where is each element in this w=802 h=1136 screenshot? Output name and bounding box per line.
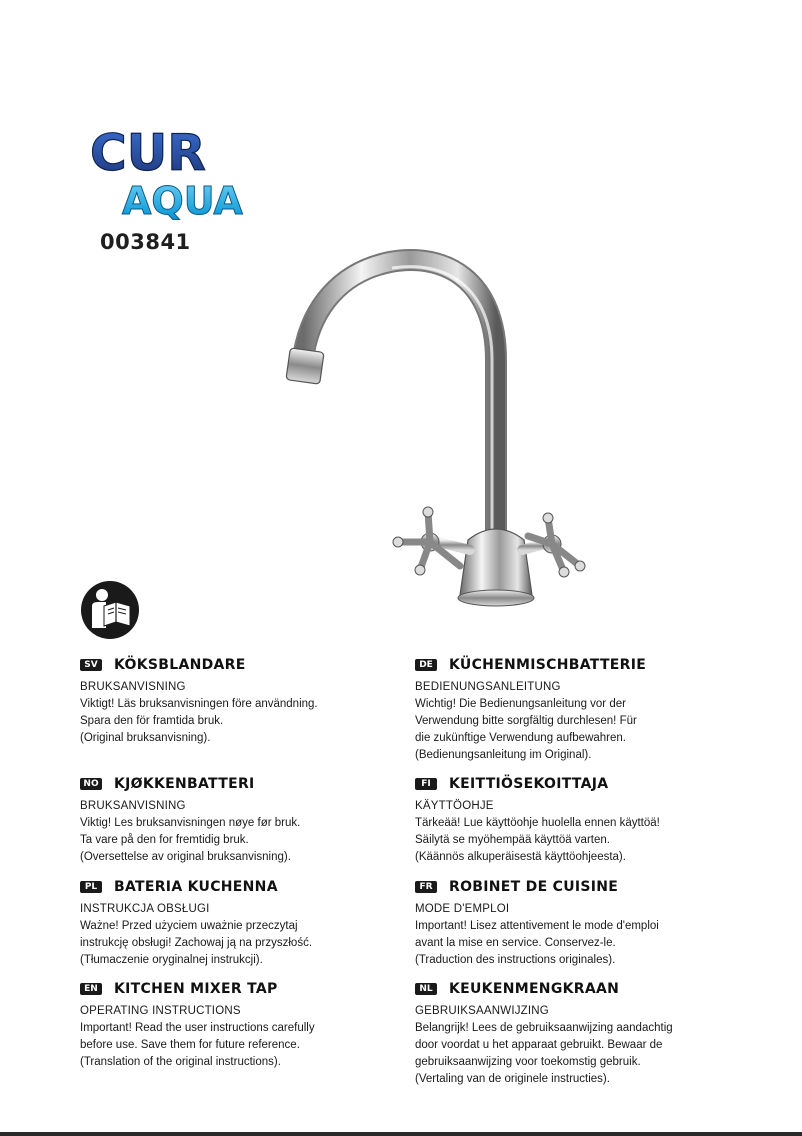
- language-badge-sv: SV: [80, 659, 102, 671]
- section-body: [80, 696, 410, 747]
- body-line: (Traduction des instructions originales).: [415, 954, 616, 966]
- body-line: die zukünftige Verwendung aufbewahren.: [415, 732, 626, 744]
- body-line: Verwendung bitte sorgfältig durchlesen! Für: [415, 715, 637, 727]
- section-title: KEUKENMENGKRAAN: [449, 981, 620, 997]
- section-subtitle: BEDIENUNGSANLEITUNG: [415, 681, 561, 693]
- body-line: (Original bruksanvisning).: [80, 732, 211, 744]
- language-badge-de: DE: [415, 659, 437, 671]
- section-body: [80, 815, 410, 866]
- body-line: Belangrijk! Lees de gebruiksaanwijzing aandachtig: [415, 1022, 673, 1034]
- language-badge-fi: FI: [415, 778, 437, 790]
- section-de: [415, 655, 745, 764]
- section-title: KITCHEN MIXER TAP: [114, 981, 278, 997]
- body-line: Important! Lisez attentivement le mode d'emploi: [415, 920, 659, 932]
- body-line: (Oversettelse av original bruksanvisning).: [80, 851, 291, 863]
- body-line: Ta vare på den for fremtidig bruk.: [80, 834, 249, 846]
- section-no: [80, 774, 410, 866]
- body-line: (Vertaling van de originele instructies).: [415, 1073, 610, 1085]
- section-fr: [415, 877, 745, 969]
- language-badge-no: NO: [80, 778, 102, 790]
- body-line: Wichtig! Die Bedienungsanleitung vor der: [415, 698, 626, 710]
- left-handle: [393, 507, 470, 575]
- body-line: door voordat u het apparaat gebruikt. Bewaar de: [415, 1039, 663, 1051]
- product-code: 003841: [100, 230, 191, 254]
- body-line: (Translation of the original instructions).: [80, 1056, 281, 1068]
- language-badge-fr: FR: [415, 881, 437, 893]
- section-body: [80, 918, 410, 969]
- section-pl: [80, 877, 410, 969]
- section-body: [415, 1020, 745, 1088]
- right-handle: [522, 513, 585, 577]
- brand-line-2: AQUA: [122, 179, 243, 223]
- body-line: Viktigt! Läs bruksanvisningen före användning.: [80, 698, 318, 710]
- language-badge-en: EN: [80, 983, 102, 995]
- section-title: KÖKSBLANDARE: [114, 657, 246, 673]
- curaqua-logo: [86, 118, 246, 228]
- body-line: before use. Save them for future reference.: [80, 1039, 300, 1051]
- section-subtitle: INSTRUKCJA OBSŁUGI: [80, 903, 210, 915]
- body-line: (Tłumaczenie oryginalnej instrukcji).: [80, 954, 263, 966]
- section-en: [80, 979, 410, 1071]
- body-line: Spara den för framtida bruk.: [80, 715, 224, 727]
- body-line: Säilytä se myöhempää käyttöä varten.: [415, 834, 610, 846]
- section-sv: [80, 655, 410, 747]
- section-title: KEITTIÖSEKOITTAJA: [449, 776, 609, 792]
- body-line: (Käännös alkuperäisestä käyttöohjeesta).: [415, 851, 626, 863]
- body-line: Ważne! Przed użyciem uważnie przeczytaj: [80, 920, 298, 932]
- brand-line-1: CUR: [90, 124, 206, 182]
- section-title: BATERIA KUCHENNA: [114, 879, 278, 895]
- section-body: [415, 696, 745, 764]
- section-subtitle: KÄYTTÖOHJE: [415, 800, 494, 812]
- section-title: ROBINET DE CUISINE: [449, 879, 619, 895]
- bottom-rule: [0, 1132, 802, 1136]
- section-body: [415, 815, 745, 866]
- section-fi: [415, 774, 745, 866]
- section-nl: [415, 979, 745, 1088]
- language-badge-nl: NL: [415, 983, 437, 995]
- body-line: instrukcję obsługi! Zachowaj ją na przyszłość.: [80, 937, 313, 949]
- product-image: [270, 240, 610, 620]
- body-line: Viktig! Les bruksanvisningen nøye før bruk.: [80, 817, 301, 829]
- body-line: avant la mise en service. Conservez-le.: [415, 937, 616, 949]
- read-manual-icon: [80, 580, 140, 640]
- section-body: [415, 918, 745, 969]
- aerator: [286, 348, 324, 384]
- section-title: KÜCHENMISCHBATTERIE: [449, 657, 647, 673]
- section-title: KJØKKENBATTERI: [114, 776, 255, 792]
- section-subtitle: GEBRUIKSAANWIJZING: [415, 1005, 549, 1017]
- language-badge-pl: PL: [80, 881, 102, 893]
- section-subtitle: BRUKSANVISNING: [80, 681, 186, 693]
- body-line: Important! Read the user instructions carefully: [80, 1022, 315, 1034]
- section-subtitle: BRUKSANVISNING: [80, 800, 186, 812]
- body-line: gebruiksaanwijzing voor toekomstig gebruik.: [415, 1056, 641, 1068]
- section-body: [80, 1020, 410, 1071]
- body-line: (Bedienungsanleitung im Original).: [415, 749, 592, 761]
- section-subtitle: MODE D'EMPLOI: [415, 903, 510, 915]
- section-subtitle: OPERATING INSTRUCTIONS: [80, 1005, 241, 1017]
- body-line: Tärkeää! Lue käyttöohje huolella ennen käyttöä!: [415, 817, 660, 829]
